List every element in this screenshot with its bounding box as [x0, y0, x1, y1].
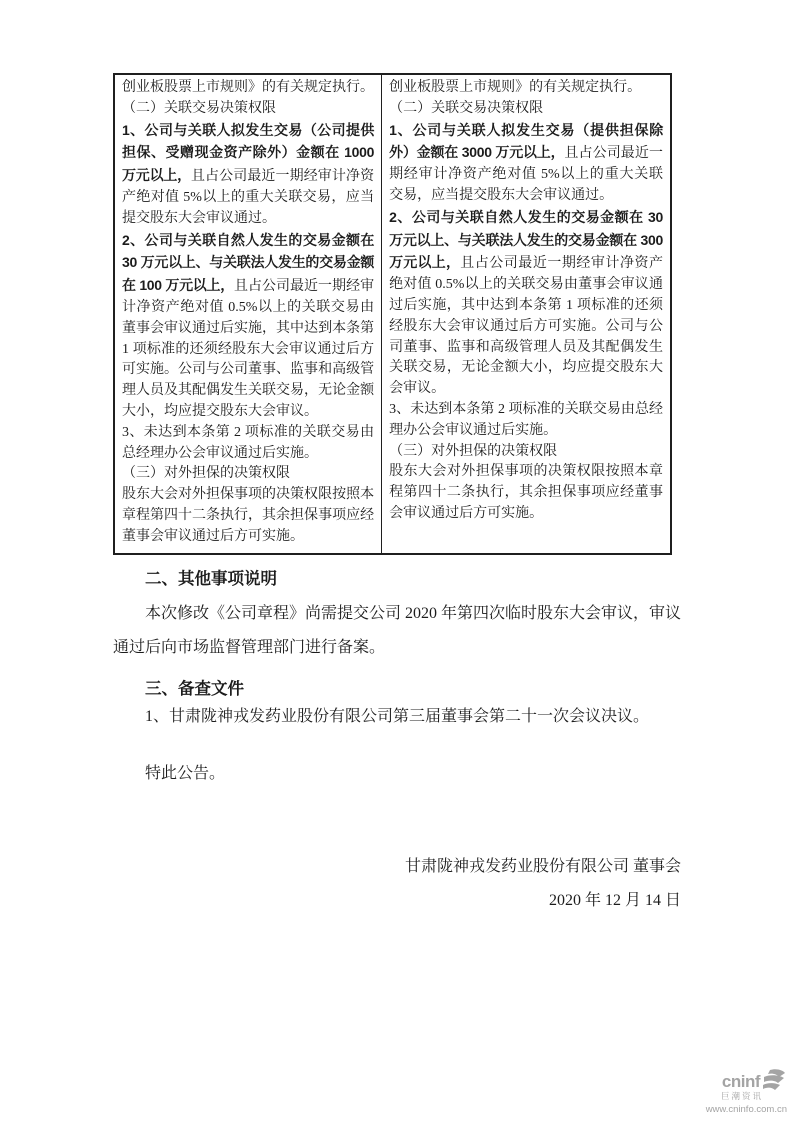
- table-cell-paragraph: [122, 230, 374, 423]
- cninfo-watermark: [679, 1069, 789, 1114]
- table-column-revised: [382, 75, 670, 553]
- signature-company: 甘肃陇神戎发药业股份有限公司 董事会: [404, 857, 681, 875]
- section-heading-reference-documents: 三、备查文件: [145, 679, 244, 698]
- table-cell-paragraph: [389, 442, 663, 463]
- table-cell-paragraph: [122, 464, 374, 485]
- cninfo-watermark-top: [679, 1069, 787, 1090]
- page-content: [113, 73, 681, 918]
- text-run: 且占公司最近一期经审计净资产绝对值 0.5%以上的关联交易由董事会审议通过后实施，其中达到本条第 1 项标准的还须经股东大会审议通过后方可实施。公司与公司董事、监事和高级管理人员及其配偶发生关联交易，无论金额大小，均应提交股东大会审议。: [389, 256, 664, 397]
- text-run-bold: 1、公司与关联人拟发生交易（公司提供担保、受赠现金资产除外）金额在 1000 万元以上，: [122, 121, 375, 184]
- other-matters-paragraph: 本次修改《公司章程》尚需提交公司 2020 年第四次临时股东大会审议，审议通过后向市场监督管理部门进行备案。: [113, 604, 682, 656]
- text-run: 3、未达到本条第 2 项标准的关联交易由总经理办公会审议通过后实施。: [122, 424, 375, 461]
- text-run-bold: 1、公司与关联人拟发生交易（提供担保除外）金额在 3000 万元以上，: [389, 121, 663, 161]
- charter-comparison-table: [113, 73, 672, 555]
- table-column-original: [115, 75, 382, 553]
- text-run-bold: 2、公司与关联自然人发生的交易金额在 30 万元以上、与关联法人发生的交易金额在 300 万元以上，: [389, 208, 663, 271]
- table-cell-paragraph: [122, 78, 374, 99]
- text-run: 创业板股票上市规则》的有关规定执行。: [122, 80, 374, 95]
- text-run: （二）关联交易决策权限: [389, 100, 544, 116]
- text-run: 且占公司最近一期经审计净资产绝对值 5%以上的重大关联交易，应当提交股东大会审议通过。: [122, 169, 375, 226]
- text-run: 创业板股票上市规则》的有关规定执行。: [389, 80, 642, 95]
- table-cell-paragraph: [122, 120, 374, 230]
- section-heading-other-matters: 二、其他事项说明: [145, 569, 277, 588]
- table-cell-paragraph: [122, 485, 374, 547]
- text-run-bold: 2、公司与关联自然人发生的交易金额在 30 万元以上、与关联法人发生的交易金额在 100 万元以上，: [122, 231, 375, 294]
- table-cell-paragraph: [389, 99, 663, 120]
- text-run: （三）对外担保的决策权限: [122, 466, 290, 482]
- table-cell-paragraph: [389, 400, 663, 442]
- table-cell-paragraph: [122, 99, 374, 120]
- table-cell-paragraph: [389, 120, 663, 207]
- reference-document-item: 1、甘肃陇神戎发药业股份有限公司第三届董事会第二十一次会议决议。: [145, 707, 650, 725]
- text-run: （三）对外担保的决策权限: [389, 443, 558, 459]
- table-cell-paragraph: [389, 207, 663, 400]
- table-cell-paragraph: [389, 462, 663, 524]
- text-run: 3、未达到本条第 2 项标准的关联交易由总经理办公会审议通过后实施。: [389, 401, 663, 438]
- cninfo-brand-text: cninf: [721, 1072, 760, 1091]
- text-run: 股东大会对外担保事项的决策权限按照本章程第四十二条执行，其余担保事项应经董事会审议通过后方可实施。: [122, 487, 375, 544]
- table-cell-paragraph: [122, 423, 374, 465]
- cninfo-url-text: www.cninfo.com.cn: [705, 1103, 787, 1115]
- table-cell-paragraph: [389, 78, 663, 99]
- text-run: 且占公司最近一期经审计净资产绝对值 0.5%以上的关联交易由董事会审议通过后实施，其中达到本条第 1 项标准的还须经股东大会审议通过后方可实施。公司与公司董事、监事和高级管理人员及其配偶发生关联交易，无论金额大小，均应提交股东大会审议。: [122, 279, 375, 419]
- closing-statement: 特此公告。: [145, 764, 226, 782]
- cninfo-name-text: 巨潮资讯: [720, 1091, 763, 1101]
- text-run: 股东大会对外担保事项的决策权限按照本章程第四十二条执行，其余担保事项应经董事会审议通过后方可实施。: [389, 464, 663, 521]
- text-run: 且占公司最近一期经审计净资产绝对值 5%以上的重大关联交易，应当提交股东大会审议通过。: [389, 146, 664, 203]
- cninfo-logo-icon: [761, 1069, 787, 1091]
- signature-date: 2020 年 12 月 14 日: [548, 891, 681, 909]
- text-run: （二）关联交易决策权限: [122, 100, 276, 116]
